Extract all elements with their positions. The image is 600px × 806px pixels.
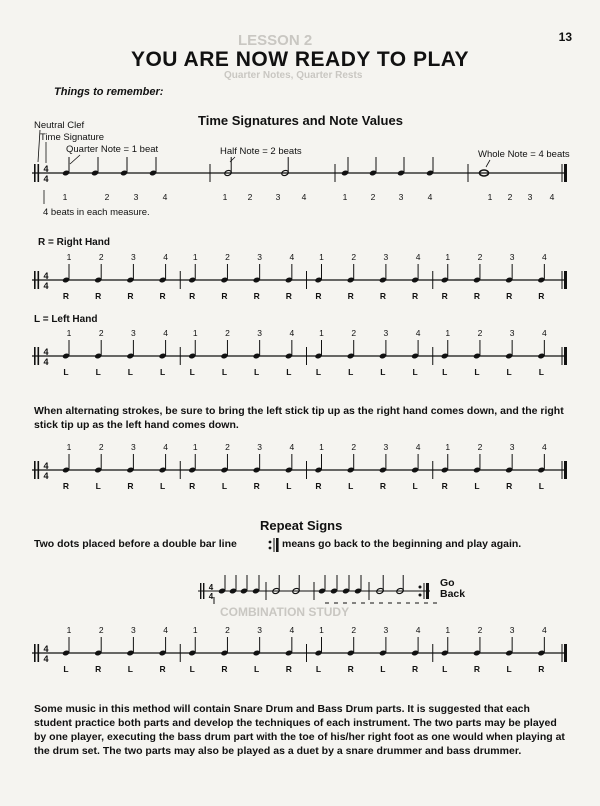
neutral-clef-icon [34, 271, 36, 289]
bleed-through-subtitle: Quarter Notes, Quarter Rests [224, 70, 363, 81]
repeat-text-before: Two dots placed before a double bar line [34, 538, 237, 550]
alternating-instructions: When alternating strokes, be sure to bring the left stick tip up as the right hand comes down, and the right stick tip up as the left hand comes down. [34, 405, 564, 431]
sticking-letter: L [221, 481, 228, 491]
time-signature-top: 4 [43, 347, 49, 357]
count-number: 4 [415, 625, 421, 635]
sticking-letter: L [538, 367, 544, 377]
bleed-through-lesson: LESSON 2 [238, 32, 313, 49]
sticking-letter: L [127, 664, 133, 674]
sticking-letter: L [412, 367, 418, 377]
sticking-letter: R [412, 291, 419, 301]
count-number: 1 [192, 442, 198, 452]
count-number: 3 [383, 328, 389, 338]
count-number: 1 [445, 252, 451, 262]
quarter-note-pointer [70, 155, 80, 164]
count-number: 2 [98, 328, 104, 338]
left-hand-label: L = Left Hand [34, 314, 98, 325]
count-number: 4 [289, 328, 295, 338]
neutral-clef-label: Neutral Clef [34, 120, 85, 131]
final-barline-thick [564, 271, 567, 289]
sticking-letter: R [412, 664, 419, 674]
count-number: 2 [507, 192, 513, 202]
section-heading-time-signatures: Time Signatures and Note Values [198, 113, 403, 128]
count-number: 4 [289, 625, 295, 635]
time-signature-bottom: 4 [43, 281, 49, 291]
count-number: 3 [131, 252, 136, 262]
neutral-clef-icon [38, 164, 40, 182]
sticking-letter: L [506, 664, 512, 674]
count-number: 2 [351, 328, 357, 338]
count-number: 2 [98, 442, 104, 452]
count-number: 4 [549, 192, 555, 202]
sticking-letter: L [254, 367, 260, 377]
time-signature-bottom: 4 [43, 357, 49, 367]
repeat-dot [269, 541, 272, 544]
count-number: 1 [192, 328, 198, 338]
final-barline-thick [564, 461, 567, 479]
sticking-letter: L [442, 664, 448, 674]
count-number: 3 [509, 252, 515, 262]
count-number: 2 [225, 252, 230, 262]
time-signature-label: Time Signature [40, 132, 105, 143]
sticking-letter: L [380, 664, 386, 674]
time-signature-bottom: 4 [43, 654, 49, 664]
sticking-letter: R [379, 481, 386, 491]
count-number: 4 [301, 192, 307, 202]
count-number: 4 [541, 625, 547, 635]
sticking-letter: L [442, 367, 448, 377]
count-number: 1 [445, 442, 451, 452]
beats-in-measure-label: 4 beats in each measure. [43, 207, 150, 218]
count-number: 2 [98, 625, 104, 635]
neutral-clef-icon [200, 583, 201, 599]
count-number: 3 [509, 442, 515, 452]
count-number: 1 [342, 192, 348, 202]
sticking-letter: L [538, 481, 544, 491]
count-number: 1 [319, 442, 324, 452]
sticking-letter: R [95, 291, 102, 301]
count-number: 2 [351, 625, 357, 635]
count-number: 3 [133, 192, 139, 202]
count-number: 3 [131, 328, 136, 338]
count-number: 3 [527, 192, 533, 202]
count-number: 3 [257, 625, 263, 635]
quarter-note-label: Quarter Note = 1 beat [66, 144, 159, 155]
sticking-letter: R [379, 291, 386, 301]
neutral-clef-icon [203, 583, 204, 599]
staff-left-hand [32, 328, 567, 377]
staff-alternating [32, 442, 567, 491]
sticking-letter: L [63, 664, 69, 674]
time-signature-top: 4 [208, 583, 214, 592]
staff-repeat-example [198, 575, 438, 604]
count-number: 3 [257, 442, 263, 452]
neutral-clef-icon [38, 461, 40, 479]
count-number: 3 [383, 252, 389, 262]
inline-repeat-sign-icon [269, 538, 279, 552]
final-barline-thick [564, 644, 567, 662]
sticking-letter: L [380, 367, 386, 377]
count-number: 1 [66, 252, 72, 262]
count-number: 3 [131, 442, 136, 452]
sticking-letter: L [63, 367, 69, 377]
sticking-letter: L [315, 664, 322, 674]
neutral-clef-icon [34, 644, 36, 662]
count-number: 4 [163, 442, 168, 452]
count-number: 4 [163, 328, 168, 338]
sticking-letter: L [189, 367, 195, 377]
count-number: 4 [541, 328, 547, 338]
sticking-letter: L [254, 664, 260, 674]
count-number: 3 [257, 328, 263, 338]
count-number: 4 [163, 252, 168, 262]
sticking-letter: R [285, 291, 292, 301]
count-number: 1 [66, 442, 72, 452]
sticking-letter: L [95, 481, 101, 491]
count-number: 3 [398, 192, 404, 202]
sticking-letter: R [221, 291, 228, 301]
page-number: 13 [558, 30, 572, 44]
sticking-letter: R [441, 291, 448, 301]
sticking-letter: R [159, 664, 166, 674]
neutral-clef-icon [38, 271, 40, 289]
clef-pointer [38, 130, 40, 162]
count-number: 4 [162, 192, 168, 202]
time-signature-top: 4 [43, 644, 49, 654]
sticking-letter: R [62, 481, 70, 491]
sticking-letter: R [95, 664, 102, 674]
sticking-letter: L [474, 481, 480, 491]
sticking-letter: L [315, 367, 322, 377]
sticking-letter: R [506, 291, 513, 301]
staff-repeat-exercise [32, 625, 567, 674]
closing-paragraph: Some music in this method will contain Snare Drum and Bass Drum parts. It is suggested that each student practice both parts and develop the techniques of each instrument. The two parts may be played by one player, executing the bass drum part with the toe of his/her right foot as one would when playing at the drum set. The two parts may also be played as a duet by a snare drummer and bass drummer. [34, 703, 565, 757]
time-signature-bottom: 4 [43, 471, 49, 481]
count-number: 4 [541, 442, 547, 452]
count-number: 3 [383, 625, 389, 635]
count-number: 4 [427, 192, 433, 202]
count-number: 3 [131, 625, 136, 635]
count-number: 2 [477, 625, 483, 635]
sticking-letter: L [286, 367, 292, 377]
sticking-letter: R [253, 481, 260, 491]
page-title: YOU ARE NOW READY TO PLAY [130, 48, 470, 71]
time-signature-top: 4 [43, 164, 49, 174]
count-number: 1 [319, 625, 324, 635]
count-number: 1 [192, 252, 198, 262]
count-number: 3 [509, 625, 515, 635]
repeat-dot [419, 586, 422, 589]
count-number: 4 [415, 328, 421, 338]
neutral-clef-icon [38, 644, 40, 662]
repeat-dot [419, 594, 422, 597]
final-barline-thick [564, 164, 567, 182]
time-signature-bottom: 4 [208, 592, 214, 601]
count-number: 1 [66, 625, 72, 635]
sticking-letter: L [159, 367, 166, 377]
count-number: 1 [319, 252, 324, 262]
count-number: 1 [222, 192, 228, 202]
sticking-letter: R [538, 664, 545, 674]
repeat-text-after: means go back to the beginning and play again. [282, 538, 522, 550]
sticking-letter: R [347, 291, 354, 301]
neutral-clef-icon [34, 461, 36, 479]
count-number: 2 [370, 192, 376, 202]
sticking-letter: R [473, 664, 481, 674]
count-number: 4 [541, 252, 547, 262]
sticking-letter: R [189, 291, 196, 301]
sticking-letter: R [473, 291, 481, 301]
sticking-letter: R [127, 291, 134, 301]
sticking-letter: R [62, 291, 70, 301]
count-number: 4 [163, 625, 168, 635]
count-number: 1 [487, 192, 493, 202]
sticking-letter: L [221, 367, 228, 377]
time-signature-top: 4 [43, 461, 49, 471]
sticking-letter: R [285, 664, 292, 674]
count-number: 4 [415, 252, 421, 262]
sticking-letter: R [506, 481, 513, 491]
sticking-letter: R [538, 291, 545, 301]
count-number: 2 [247, 192, 253, 202]
sticking-letter: L [348, 481, 354, 491]
count-number: 1 [319, 328, 324, 338]
count-number: 3 [509, 328, 515, 338]
count-number: 2 [225, 625, 230, 635]
count-number: 1 [66, 328, 72, 338]
sticking-letter: R [159, 291, 166, 301]
repeat-barline-thick [426, 583, 429, 599]
count-number: 2 [351, 252, 357, 262]
count-number: 2 [225, 328, 230, 338]
count-number: 3 [383, 442, 389, 452]
sticking-letter: L [127, 367, 133, 377]
go-back-label-2: Back [440, 588, 466, 600]
time-signature-top: 4 [43, 271, 49, 281]
sticking-letter: L [506, 367, 512, 377]
count-number: 1 [445, 328, 451, 338]
section-heading-repeat-signs: Repeat Signs [260, 518, 343, 533]
sticking-letter: L [189, 664, 195, 674]
count-number: 2 [351, 442, 357, 452]
sticking-letter: R [253, 291, 260, 301]
count-number: 2 [477, 252, 483, 262]
neutral-clef-icon [34, 347, 36, 365]
count-number: 3 [257, 252, 263, 262]
staff-right-hand [32, 252, 567, 301]
go-back-label-1: Go [440, 577, 455, 589]
sticking-letter: L [412, 481, 418, 491]
count-number: 1 [192, 625, 198, 635]
count-number: 3 [275, 192, 281, 202]
count-number: 4 [289, 252, 295, 262]
count-number: 2 [104, 192, 110, 202]
repeat-barline-thick [276, 538, 279, 552]
sticking-letter: R [315, 291, 322, 301]
bleed-through-combination: COMBINATION STUDY [220, 605, 350, 619]
final-barline-thick [564, 347, 567, 365]
sticking-letter: R [189, 481, 196, 491]
time-signature-bottom: 4 [43, 174, 49, 184]
sticking-letter: R [441, 481, 448, 491]
count-number: 2 [98, 252, 104, 262]
count-number: 1 [62, 192, 68, 202]
count-number: 2 [477, 442, 483, 452]
sticking-letter: R [315, 481, 322, 491]
count-number: 4 [289, 442, 295, 452]
sticking-letter: R [127, 481, 134, 491]
neutral-clef-icon [34, 164, 36, 182]
staff-note-values [32, 130, 567, 204]
whole-note-pointer [486, 160, 490, 167]
sticking-letter: L [348, 367, 354, 377]
count-number: 4 [415, 442, 421, 452]
sticking-letter: R [221, 664, 228, 674]
neutral-clef-icon [38, 347, 40, 365]
count-number: 1 [445, 625, 451, 635]
sticking-letter: L [159, 481, 166, 491]
right-hand-label: R = Right Hand [38, 237, 110, 248]
count-number: 2 [477, 328, 483, 338]
sticking-letter: R [347, 664, 354, 674]
sticking-letter: L [286, 481, 292, 491]
sticking-letter: L [95, 367, 101, 377]
repeat-dot [269, 547, 272, 550]
sticking-letter: L [474, 367, 480, 377]
whole-note-label: Whole Note = 4 beats [478, 149, 570, 160]
half-note-label: Half Note = 2 beats [220, 146, 302, 157]
things-to-remember: Things to remember: [54, 86, 164, 98]
count-number: 2 [225, 442, 230, 452]
